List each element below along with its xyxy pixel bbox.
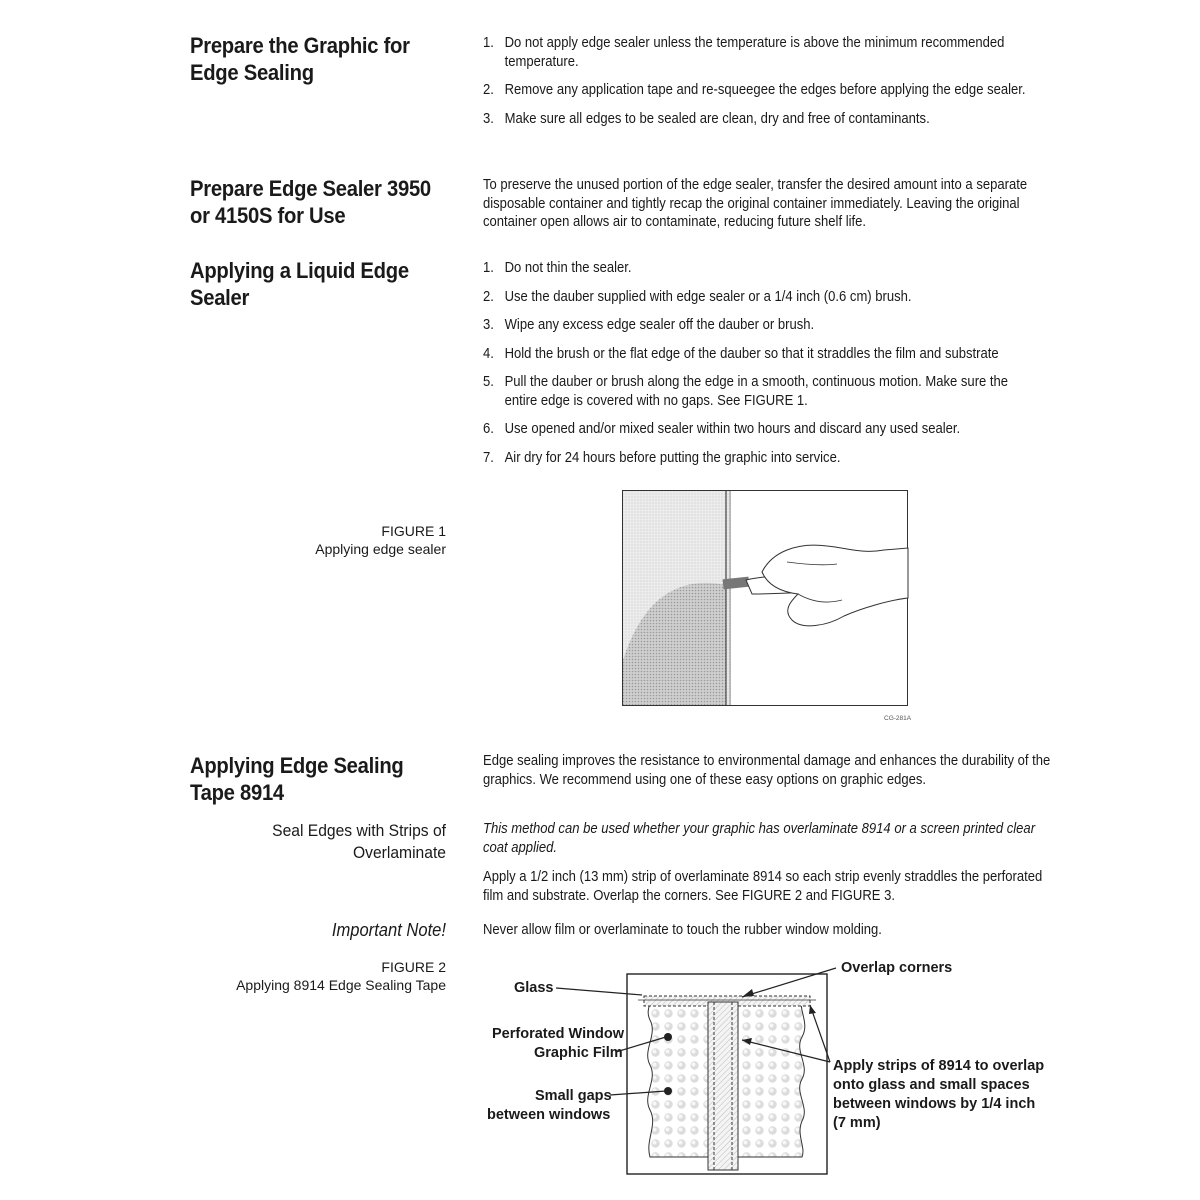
step-text: Do not apply edge sealer unless the temperature is above the minimum recommended temperature. — [504, 35, 1005, 70]
step-text: Remove any application tape and re-squeegee the edges before applying the edge sealer. — [504, 82, 1026, 98]
step-number: 2. — [483, 82, 494, 98]
step-text: Use opened and/or mixed sealer within two hours and discard any used sealer. — [504, 421, 961, 437]
figure2-caption — [146, 958, 446, 994]
step-number: 2. — [483, 288, 494, 305]
important-note-label: Important Note! — [331, 920, 446, 940]
step-number: 4. — [483, 345, 494, 362]
subhead-line: Overlaminate — [352, 843, 446, 862]
heading-line: Applying a Liquid Edge — [190, 258, 409, 283]
label-apply-2: onto glass and small spaces — [833, 1077, 1030, 1093]
list-item — [483, 34, 1041, 71]
step-text: Use the dauber supplied with edge sealer or a 1/4 inch (0.6 cm) brush. — [504, 288, 912, 305]
label-apply-1: Apply strips of 8914 to overlap — [833, 1058, 1045, 1074]
step-number: 7. — [483, 449, 494, 466]
heading-line: or 4150S for Use — [190, 203, 346, 228]
figure2-illustration — [480, 955, 1080, 1185]
heading-applying-liquid — [190, 257, 448, 311]
list-item — [483, 316, 1059, 335]
important-note-body: Never allow film or overlaminate to touch the rubber window molding. — [483, 922, 882, 938]
heading-line: Prepare the Graphic for — [190, 33, 410, 58]
step-number: 6. — [483, 421, 494, 437]
applying-liquid-steps — [483, 259, 1059, 477]
list-item — [483, 420, 1059, 439]
label-apply-3: between windows by 1/4 inch — [833, 1096, 1036, 1112]
step-text: Make sure all edges to be sealed are clean, dry and free of contaminants. — [504, 110, 930, 127]
label-perf-2: Graphic Film — [534, 1045, 623, 1061]
step-text: Pull the dauber or brush along the edge in a smooth, continuous motion. Make sure the entire edge is covered with no gaps. See FIGURE 1. — [504, 374, 1009, 409]
caption-line: FIGURE 2 — [381, 959, 446, 975]
seal-strips-body: Apply a 1/2 inch (13 mm) strip of overlaminate 8914 so each strip evenly straddles the perforated film and substrate. Overlap the corners. See FIGURE 2 and FIGURE 3. — [483, 869, 1043, 904]
subhead-seal-strips — [198, 820, 446, 864]
list-item — [483, 345, 1059, 364]
tape-strip-center — [708, 1002, 738, 1170]
dot-perf — [664, 1033, 672, 1041]
caption-line: Applying 8914 Edge Sealing Tape — [236, 977, 446, 993]
figure-code: CG-281A — [884, 715, 912, 722]
prepare-sealer-body: To preserve the unused portion of the edge sealer, transfer the desired amount into a separate disposable container and tightly recap the original container immediately. Leaving the original container open allows air to contaminate, reducing future shelf life. — [483, 177, 1028, 230]
heading-line: Tape 8914 — [190, 780, 284, 805]
prepare-graphic-steps — [483, 34, 1041, 138]
label-apply-4: (7 mm) — [833, 1115, 881, 1131]
film-panel-left — [648, 998, 708, 1157]
list-item — [483, 449, 1059, 468]
heading-line: Prepare Edge Sealer 3950 — [190, 176, 431, 201]
caption-line: Applying edge sealer — [315, 541, 446, 557]
step-text: Do not thin the sealer. — [504, 260, 632, 276]
list-item — [483, 259, 1059, 278]
label-perf-1: Perforated Window — [492, 1026, 624, 1042]
label-gaps-1: Small gaps — [535, 1088, 612, 1104]
film-panel-right — [738, 998, 805, 1157]
heading-line: Edge Sealing — [190, 60, 314, 85]
step-number: 5. — [483, 374, 494, 390]
label-gaps-2: between windows — [487, 1107, 611, 1123]
subhead-line: Seal Edges with Strips of — [272, 821, 446, 840]
label-glass: Glass — [514, 980, 554, 996]
figure1-caption — [146, 522, 446, 558]
step-number: 3. — [483, 317, 494, 333]
list-item — [483, 81, 1041, 100]
seal-strips-italic: This method can be used whether your graphic has overlaminate 8914 or a screen printed clear coat applied. — [483, 821, 1036, 856]
dot-gaps — [664, 1087, 672, 1095]
step-text: Hold the brush or the flat edge of the dauber so that it straddles the film and substrate — [504, 345, 999, 362]
heading-applying-tape — [190, 752, 448, 806]
list-item — [483, 373, 1036, 410]
step-number: 1. — [483, 260, 494, 276]
step-number: 1. — [483, 35, 494, 51]
heading-line: Applying Edge Sealing — [190, 753, 404, 778]
label-overlap: Overlap corners — [841, 960, 953, 976]
heading-prepare-graphic — [190, 32, 448, 86]
caption-line: FIGURE 1 — [381, 523, 446, 539]
heading-prepare-sealer — [190, 175, 448, 229]
step-number: 3. — [483, 110, 494, 127]
step-text: Wipe any excess edge sealer off the dauber or brush. — [504, 317, 815, 333]
list-item — [483, 110, 1041, 129]
heading-line: Sealer — [190, 285, 250, 310]
list-item — [483, 288, 1059, 307]
applying-tape-body: Edge sealing improves the resistance to environmental damage and enhances the durability of the graphics. We recommend using one of these easy options on graphic edges. — [483, 753, 1051, 788]
step-text: Air dry for 24 hours before putting the graphic into service. — [504, 449, 841, 466]
figure1-illustration — [622, 490, 912, 724]
